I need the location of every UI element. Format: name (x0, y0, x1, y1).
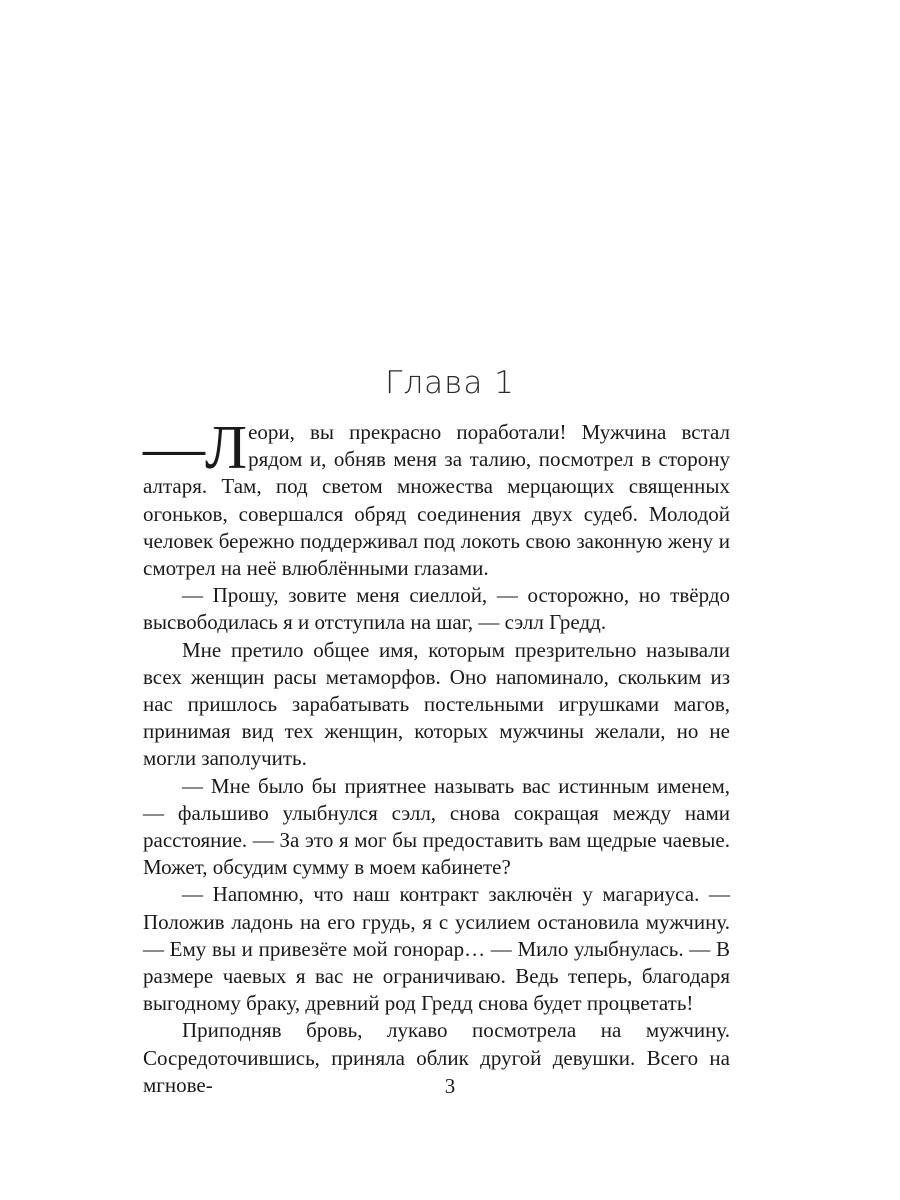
paragraph: — Мне было бы приятнее называть вас истинным именем, — фальшиво улыбнулся сэлл, снова сокращая между нами расстояние. — За это я мог бы предоставить вам щедрые чаевые. Может, обсудим сумму в моем кабинете? (143, 773, 730, 880)
paragraph: — Прошу, зовите меня сиеллой, — осторожно, но твёрдо высвободилась я и отступила на шаг, — сэлл Гредд. (143, 583, 730, 635)
paragraph (143, 414, 730, 582)
paragraph: Мне претило общее имя, которым презрительно называли всех женщин расы метаморфов. Оно напоминало, скольким из нас пришлось зарабатывать постельными игрушками магов, принимая вид тех женщин, которых мужчины желали, но не могли заполучить. (143, 637, 730, 771)
paragraph: Приподняв бровь, лукаво посмотрела на мужчину. Сосредоточившись, приняла облик другой девушки. Всего на мгнове- (143, 1018, 730, 1097)
paragraph: — Напомню, что наш контракт заключён у магариуса. — Положив ладонь на его грудь, я с усилием остановила мужчину. — Ему вы и привезёте мой гонорар… — Мило улыбнулась. — В размере чаевых я вас не ограничиваю. Ведь теперь, благодаря выгодному браку, древний род Гредд снова будет процветать! (143, 882, 730, 1016)
drop-cap: —Л (143, 414, 248, 482)
paragraph-text: еори, вы прекрасно поработали! Мужчина встал рядом и, обняв меня за талию, посмотрел в сторону алтаря. Там, под светом множества мерцающих священных огоньков, совершался обряд соединения двух судеб. Молодой человек бережно поддерживал под локоть свою законную жену и смотрел на неё влюблёнными глазами. (143, 420, 730, 581)
chapter-body (143, 414, 730, 1099)
chapter-title: Глава 1 (385, 364, 515, 401)
page-number: 3 (444, 1074, 456, 1098)
